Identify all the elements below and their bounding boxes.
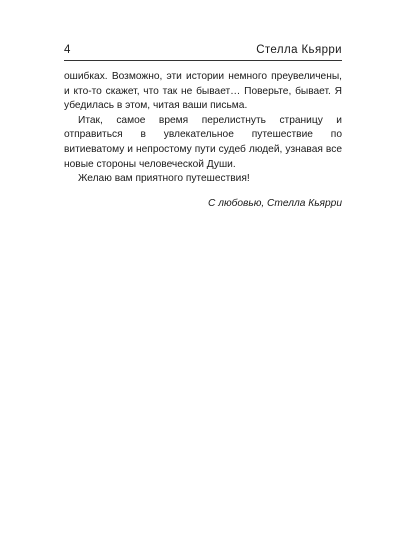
header-author-name: Стелла Кьярри: [256, 44, 342, 56]
page-body: [64, 70, 342, 211]
paragraph-continuation: ошибках. Возможно, эти истории немного преувеличены, и кто-то скажет, что так не бывает… Поверьте, бывает. Я убедилась в этом, читая ваши письма.: [64, 71, 342, 112]
header-divider: [64, 60, 342, 61]
page-number: 4: [64, 44, 71, 56]
signature: С любовью, Стелла Кьярри: [208, 197, 342, 209]
paragraph-wish: Желаю вам приятного путешествия!: [78, 173, 250, 185]
paragraph-journey: Итак, самое время перелистнуть страницу и отправиться в увлекательное путешествие по витиеватому и непростому пути судеб людей, узнавая все новые стороны человеческой Души.: [64, 114, 342, 170]
running-header: [64, 42, 342, 58]
